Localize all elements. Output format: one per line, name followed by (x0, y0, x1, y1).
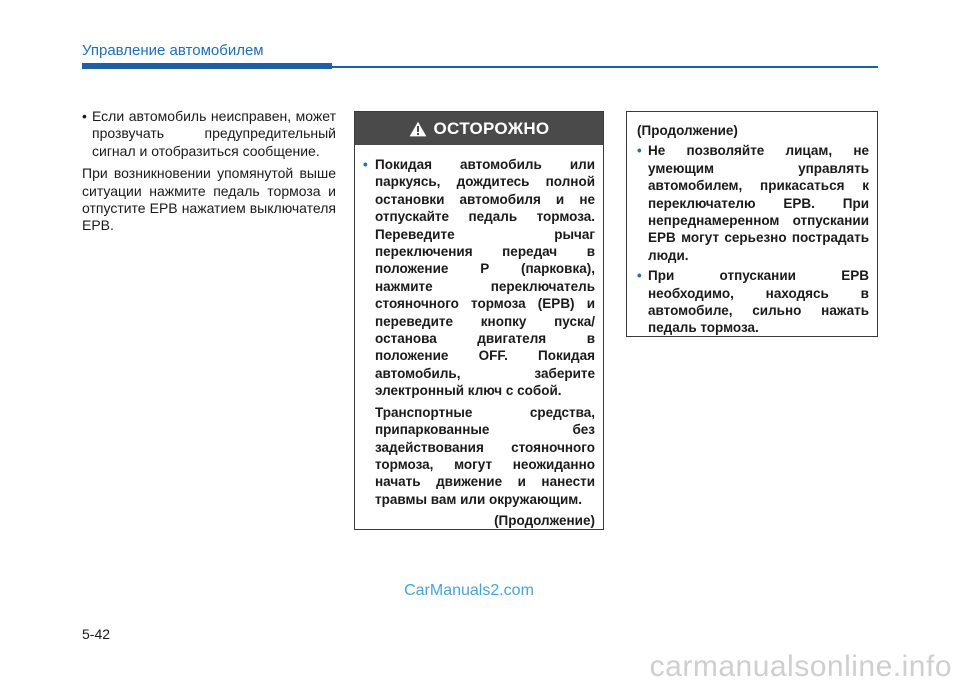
watermark-carmanuals: CarManuals2.com (404, 582, 534, 599)
warning-paragraph: Транспортные средства, припаркованные без задействования стояночного тормоза, могут неожиданно начать движение и нанести травмы вам или окружающим. (375, 404, 595, 507)
text-column-left (82, 108, 336, 235)
warning-continued-box (626, 111, 878, 337)
warning-body (355, 145, 603, 530)
header-rule-thin (332, 66, 878, 68)
warning-triangle-icon (409, 121, 427, 137)
continued-label-top: (Продолжение) (637, 123, 738, 138)
warning-box (354, 111, 604, 530)
list-item: • Покидая автомобиль или паркуясь, дождитесь полной остановки автомобиля и не отпускайте педаль тормоза. Переведите рычаг переключения передач в положение P (парковка), нажмите переключатель стояночного тормоза (EPB) и переведите кнопку пуска/останова двигателя в положение OFF. Покидая автомобиль, заберите электронный ключ с собой. (375, 156, 595, 400)
page-header-title: Управление автомобилем (82, 42, 264, 59)
header-rule-thick (82, 63, 332, 69)
site-watermark: carmanualsonline.info (649, 650, 952, 683)
page-number: 5-42 (82, 626, 111, 642)
list-item: • При отпускании EPB необходимо, находясь в автомобиле, сильно нажать педаль тормоза. (637, 267, 869, 337)
continued-label: (Продолжение) (494, 513, 595, 529)
bullet-list (82, 108, 336, 160)
body-paragraph: При возникновении упомянутой выше ситуации нажмите педаль тормоза и отпустите EPB нажатием выключателя EPB. (82, 165, 336, 234)
list-item: • Если автомобиль неисправен, может прозвучать предупредительный сигнал и отобразиться сообщение. (82, 108, 336, 160)
warning-title: ОСТОРОЖНО (433, 118, 550, 138)
list-item: • Не позволяйте лицам, не умеющим управлять автомобилем, прикасаться к переключателю EPB. При непреднамеренном отпускании EPB могут серьезно пострадать люди. (637, 142, 869, 264)
warning-header (355, 112, 603, 145)
